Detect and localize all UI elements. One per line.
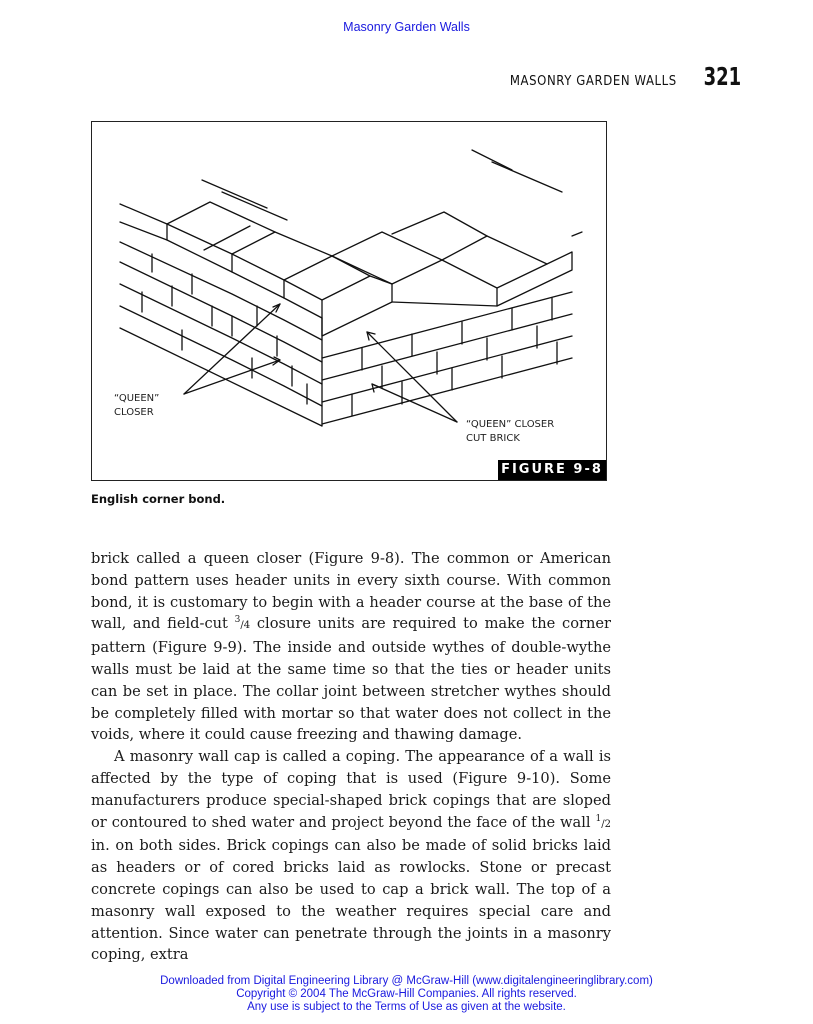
figure-caption: English corner bond. (91, 492, 226, 506)
running-head (510, 62, 741, 91)
figure-label: FIGURE 9-8 (498, 460, 606, 480)
footer-terms[interactable]: Any use is subject to the Terms of Use as given at the website. (247, 1001, 566, 1013)
footer-download-link[interactable]: Downloaded from Digital Engineering Library @ McGraw-Hill (www.digitalengineeringlibrary.com) (160, 975, 653, 987)
running-title: MASONRY GARDEN WALLS (509, 74, 677, 89)
paragraph-1: brick called a queen closer (Figure 9-8). The common or American bond pattern uses header units in every sixth course. With common bond, it is customary to begin with a header course at the base of the wall, and field-cut $^3$/4 closure units are required to make the corner pattern (Figure 9-9). The inside and outside wythes of double-wythe walls must be laid at the same time so that the ties or header units can be set in place. The collar joint between stretcher wythes should be completely filled with mortar so that water does not collect in the voids, where it could cause freezing and thawing damage. (91, 550, 611, 744)
callout-queen-closer-cut-brick: “QUEEN” CLOSER CUT BRICK (466, 419, 555, 444)
figure-frame (91, 121, 607, 481)
paragraph-2: A masonry wall cap is called a coping. The appearance of a wall is affected by the type of coping that is used (Figure 9-10). Some manufacturers produce special-shaped brick copings that are sloped or contoured to shed water and project beyond the face of the wall $^1$/2 in. on both sides. Brick copings can also be made of solid bricks laid as headers or of cored bricks laid as rowlocks. Stone or precast concrete copings can also be used to cap a brick wall. The top of a masonry wall exposed to the weather requires special care and attention. Since water can penetrate through the joints in a masonry coping, extra (91, 748, 611, 964)
body-text (91, 548, 611, 966)
copyright-footer (0, 975, 813, 1014)
footer-copyright: Copyright © 2004 The McGraw-Hill Companies. All rights reserved. (236, 988, 577, 1000)
callout-queen-closer: “QUEEN” CLOSER (114, 393, 160, 418)
document-title-link[interactable]: Masonry Garden Walls (343, 20, 470, 34)
page-number: 321 (703, 62, 741, 91)
